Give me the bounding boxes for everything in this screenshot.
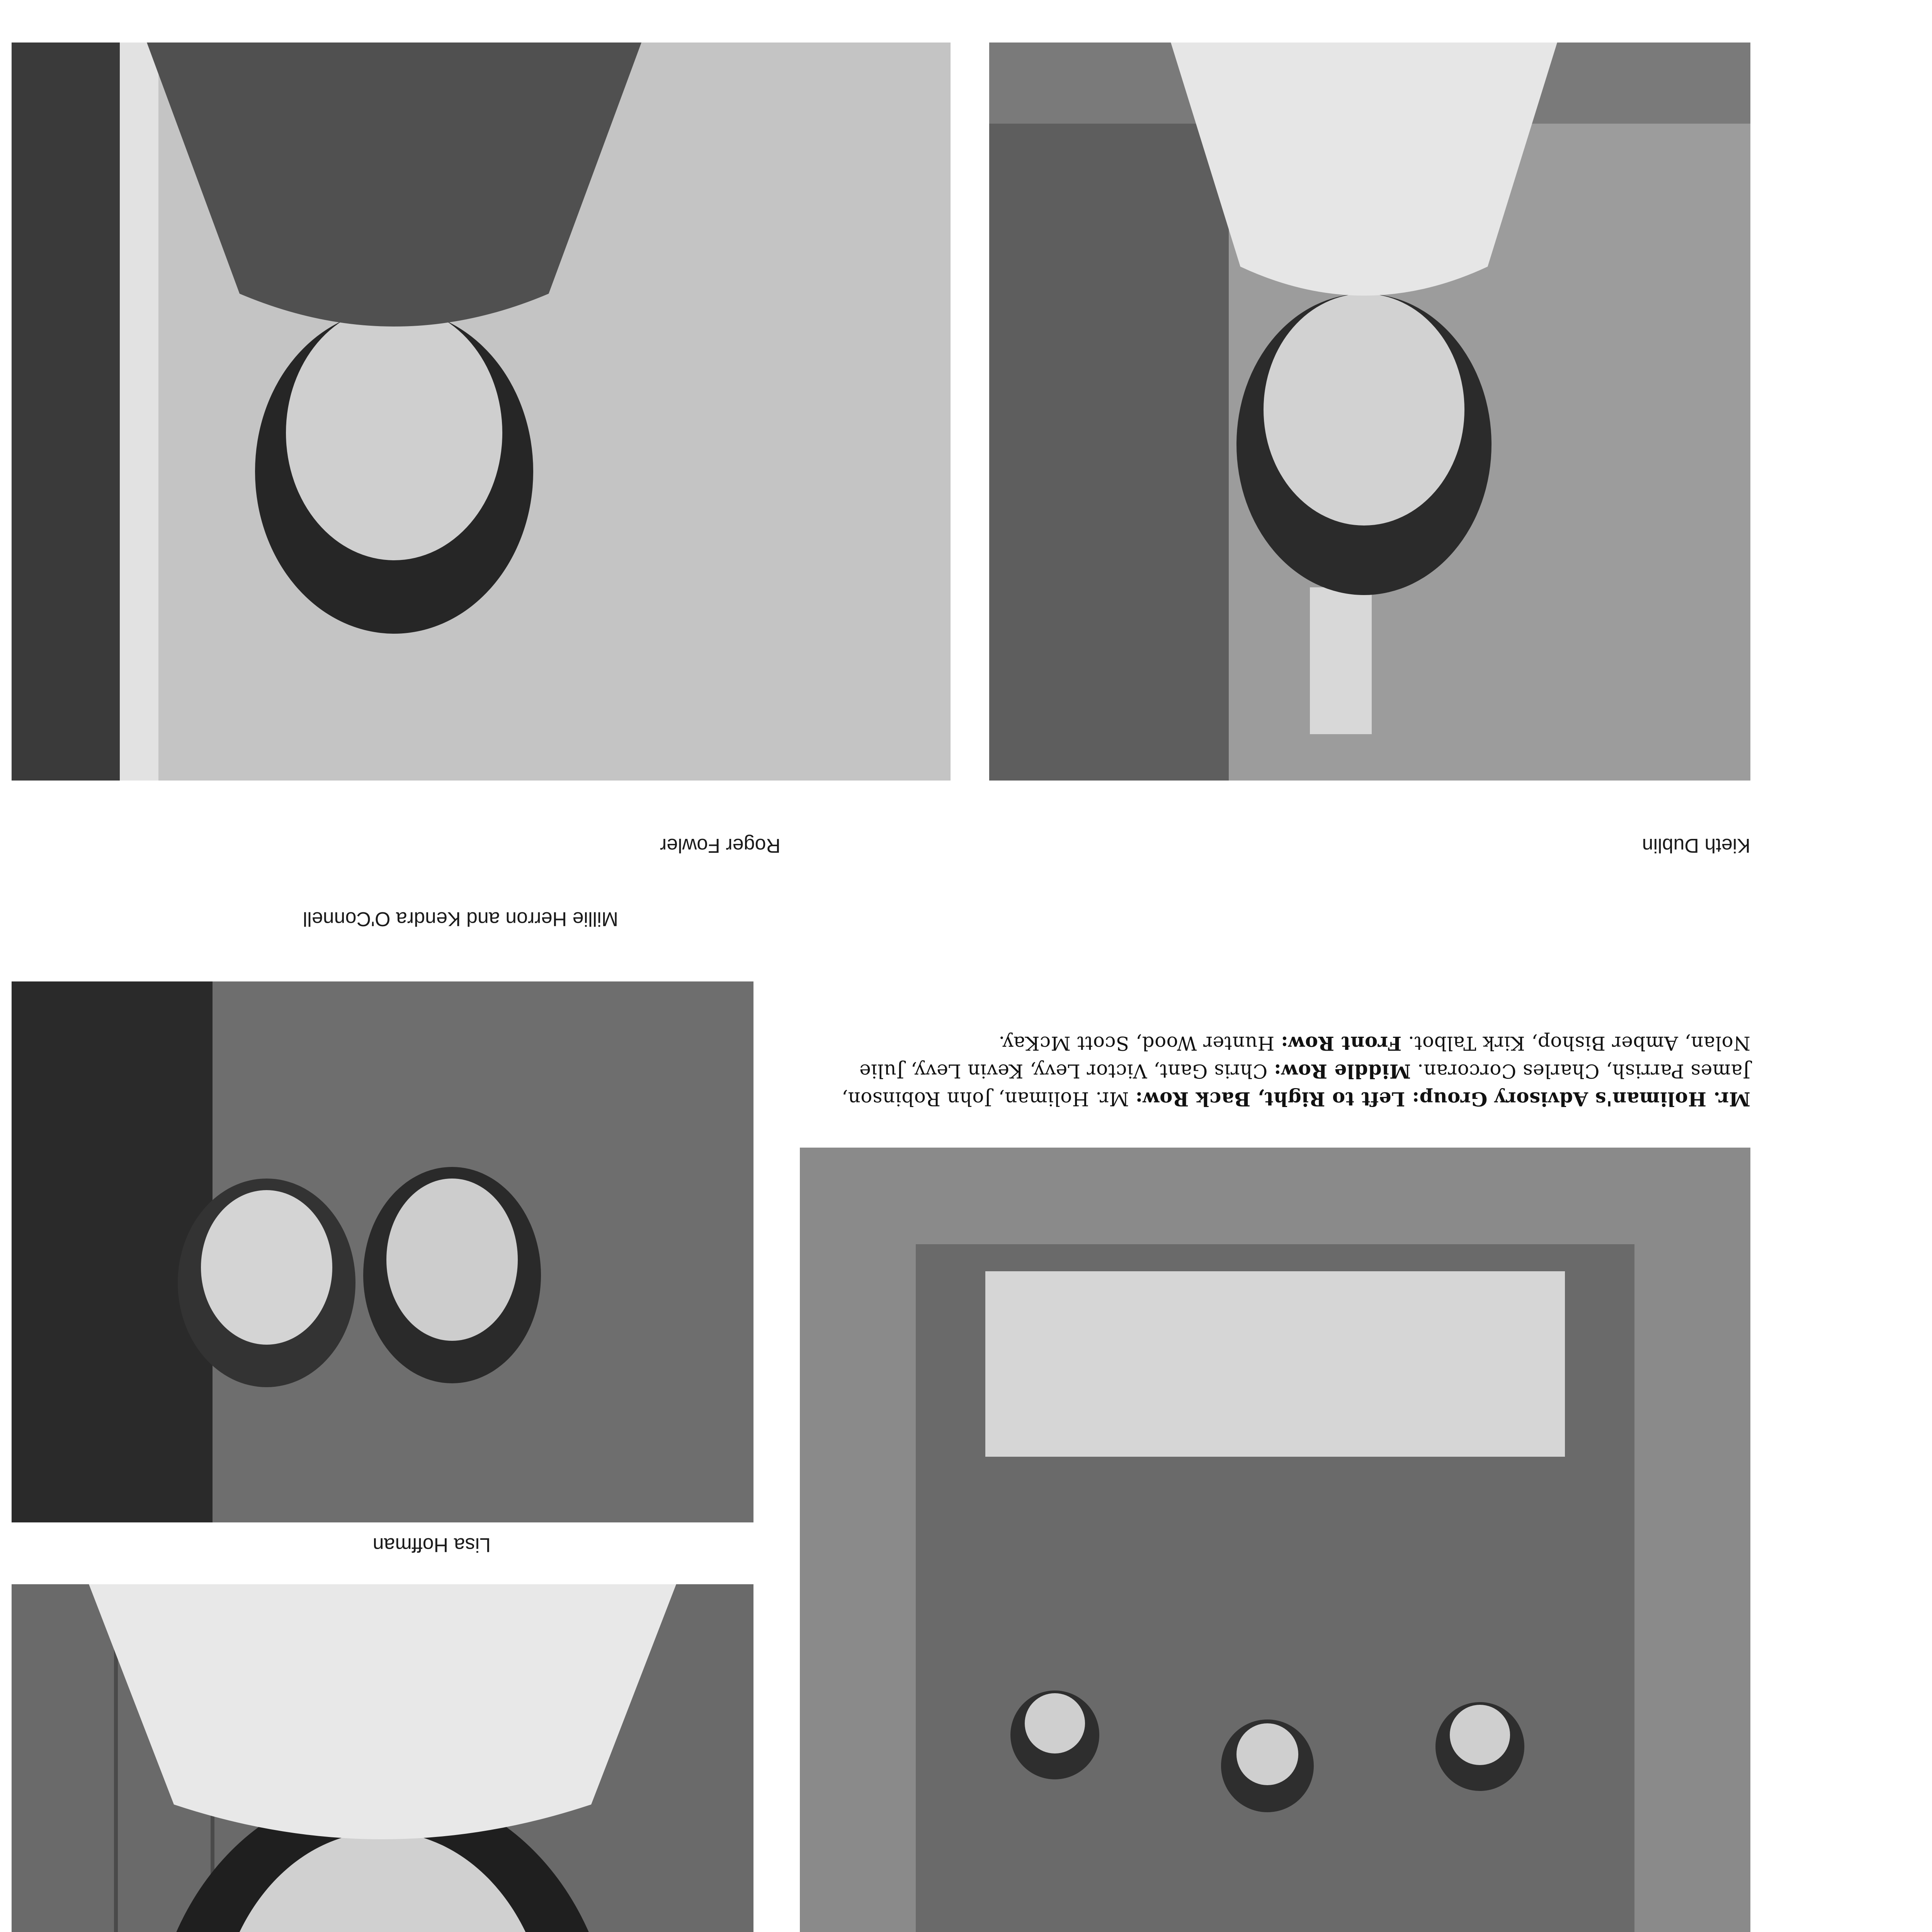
caption-millie-kendra: Millie Herron and Kendra O'Connell — [303, 908, 618, 930]
group-caption-back-row: Mr. Holiman, John Robinson, James Parrish, Charles Corcoran. — [841, 1060, 1750, 1110]
photo-kieth-dublin — [989, 43, 1750, 781]
group-caption-title: Mr. Holiman's Advisory Group: Left to Right, Back Row: — [1135, 1088, 1750, 1111]
caption-lisa-hoffman: Lisa Hoffman — [372, 1534, 491, 1556]
group-caption — [800, 1029, 1750, 1113]
group-caption-middle-row: Chris Gant, Victor Levy, Kevin Levy, Julie Nolan, Amber Bishop, Kirk Talbot. — [859, 1032, 1750, 1082]
photo-advisory-group — [800, 1148, 1750, 1932]
group-caption-middle-label: Middle Row: — [1274, 1060, 1411, 1083]
photo-lisa-hoffman — [12, 1584, 753, 1932]
group-caption-front-label: Front Row: — [1281, 1032, 1402, 1055]
caption-kieth-dublin: Kieth Dublin — [1642, 834, 1750, 857]
photo-roger-fowler — [12, 43, 951, 781]
caption-roger-fowler: Roger Fowler — [660, 834, 781, 857]
group-caption-front-row: Hunter Wood, Scott McKay. — [998, 1032, 1281, 1054]
photo-millie-kendra — [12, 981, 753, 1522]
